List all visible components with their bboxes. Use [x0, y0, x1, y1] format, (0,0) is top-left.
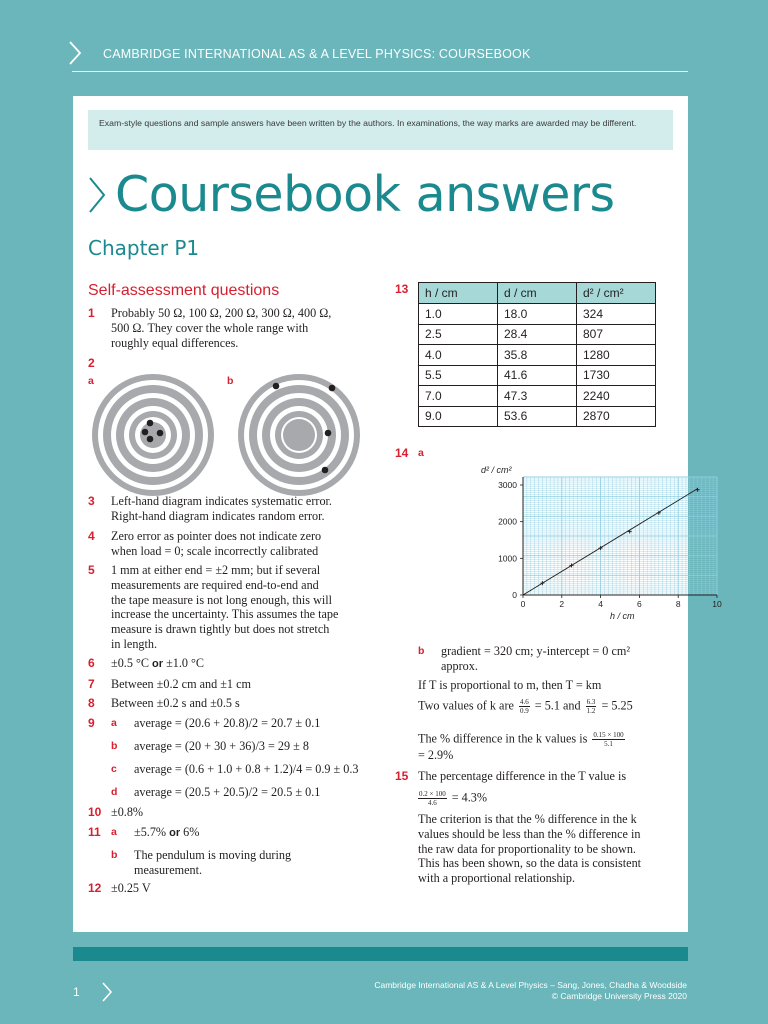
text-line: measurements are required end-to-end and — [111, 577, 319, 592]
table-row — [419, 324, 656, 345]
text-line: with a proportional relationship. — [418, 871, 576, 886]
q2-number: 2 — [88, 356, 95, 370]
q2a-letter: a — [88, 375, 94, 387]
shot-dot — [322, 467, 329, 474]
y-axis-label: d² / cm² — [481, 465, 512, 475]
q3-number: 3 — [88, 494, 95, 508]
table-row — [419, 406, 656, 427]
text-line: when load = 0; scale incorrectly calibrated — [111, 543, 319, 558]
table-row — [419, 304, 656, 325]
table-cell: 324 — [577, 304, 656, 325]
y-tick-label: 1000 — [498, 553, 517, 564]
table-cell: 2.5 — [419, 324, 498, 345]
q2b-letter: b — [227, 375, 234, 387]
fraction — [418, 790, 447, 807]
q9c-letter: c — [111, 763, 117, 775]
x-tick-label: 0 — [520, 599, 526, 609]
exam-note: Exam-style questions and sample answers have been written by the authors. In examinations, the way marks are awarded may be different. — [88, 110, 673, 150]
k-difference-result: = 2.9% — [418, 748, 454, 762]
q7-number: 7 — [88, 677, 95, 691]
text-line: gradient = 320 cm; y-intercept = 0 cm² — [441, 644, 630, 658]
shot-dot — [329, 385, 336, 392]
y-tick-label: 3000 — [498, 480, 517, 490]
q5-number: 5 — [88, 563, 95, 577]
q9-number: 9 — [88, 716, 95, 730]
q8-answer: Between ±0.2 s and ±0.5 s — [111, 696, 240, 710]
chart-marks — [523, 488, 700, 595]
q15-intro: The percentage difference in the T value is — [418, 769, 627, 783]
data-table — [418, 282, 656, 427]
q6-number: 6 — [88, 656, 95, 670]
q12-answer: ±0.25 V — [111, 881, 151, 895]
q11a-value: ±5.7% — [134, 825, 170, 839]
q9b-letter: b — [111, 740, 118, 752]
q6-value-a: ±0.5 °C — [111, 656, 153, 670]
q9d-answer: average = (20.5 + 20.5)/2 = 20.5 ± 0.1 — [134, 785, 321, 799]
text-line: 500 Ω. They cover the whole range with — [111, 320, 309, 335]
footer-line: © Cambridge University Press 2020 — [551, 991, 687, 1001]
table-cell: 1280 — [577, 345, 656, 366]
target-diagram-systematic — [91, 373, 215, 497]
denominator: 4.6 — [427, 799, 437, 807]
text-line: Zero error as pointer does not indicate zero — [111, 529, 322, 543]
x-tick-label: 6 — [637, 599, 642, 609]
q15-number: 15 — [395, 769, 409, 783]
q4-number: 4 — [88, 529, 95, 543]
text-line: Left-hand diagram indicates systematic error. — [111, 494, 332, 508]
text-line: The criterion is that the % difference in the k — [418, 812, 637, 826]
fraction — [519, 698, 530, 715]
table-header-row — [419, 283, 656, 304]
numerator: 6.3 — [586, 698, 596, 706]
shot-dot — [273, 383, 280, 390]
q10-answer: ±0.8% — [111, 805, 144, 819]
q11b-letter: b — [111, 849, 118, 861]
numerator: 0.15 × 100 — [593, 731, 624, 739]
q9c-answer: average = (0.6 + 1.0 + 0.8 + 1.2)/4 = 0.9 ± 0.3 — [134, 762, 359, 776]
q9b-answer: average = (20 + 30 + 36)/3 = 29 ± 8 — [134, 739, 309, 753]
column-header: d² / cm² — [577, 283, 656, 304]
text-line: Probably 50 Ω, 100 Ω, 200 Ω, 300 Ω, 400 Ω, — [111, 306, 332, 320]
table-cell: 7.0 — [419, 386, 498, 407]
q15-result: = 4.3% — [451, 790, 488, 805]
text-line: 1 mm at either end = ±2 mm; but if several — [111, 563, 321, 577]
denominator: 5.1 — [604, 740, 613, 748]
table-row — [419, 345, 656, 366]
x-tick-label: 8 — [675, 599, 681, 609]
text-line: increase the uncertainty. This assumes the tape — [111, 607, 339, 622]
table-cell: 28.4 — [498, 324, 577, 345]
shot-dot — [157, 430, 164, 437]
q1-number: 1 — [88, 306, 95, 320]
k-values-line — [418, 698, 633, 715]
text-line: roughly equal differences. — [111, 335, 239, 350]
numerator: 4.6 — [519, 698, 529, 706]
page-sheet — [73, 96, 722, 932]
footer-bar — [73, 947, 688, 961]
chevron-right-icon — [87, 175, 107, 215]
q8-number: 8 — [88, 696, 95, 710]
q6-value-b: ±1.0 °C — [163, 656, 205, 670]
text-line: measure is drawn tightly but does not stretch — [111, 622, 330, 637]
q9d-letter: d — [111, 786, 118, 798]
q10-number: 10 — [88, 805, 102, 819]
data-point — [696, 488, 700, 492]
table-row — [419, 365, 656, 386]
table-cell: 47.3 — [498, 386, 577, 407]
table-cell: 1.0 — [419, 304, 498, 325]
column-header: d / cm — [498, 283, 577, 304]
page-title — [87, 166, 615, 223]
y-tick-label: 2000 — [498, 516, 517, 527]
header-divider — [72, 71, 688, 72]
q6-answer — [111, 656, 204, 672]
q3-answer — [111, 494, 332, 524]
text-line: approx. — [441, 658, 478, 673]
table-cell: 2870 — [577, 406, 656, 427]
q1-answer — [111, 306, 331, 350]
q4-answer — [111, 529, 321, 559]
k-values-text: Two values of k are — [418, 698, 514, 713]
table-cell: 18.0 — [498, 304, 577, 325]
q12-number: 12 — [88, 881, 102, 895]
q11a-value-2: 6% — [180, 825, 200, 839]
numerator: 0.2 × 100 — [419, 790, 446, 798]
k-values-text: = 5.25 — [601, 698, 633, 713]
column-header: h / cm — [419, 283, 498, 304]
or-word: or — [152, 658, 164, 670]
x-tick-label: 4 — [598, 599, 603, 609]
denominator: 1.2 — [586, 707, 596, 715]
x-tick-label: 2 — [559, 599, 565, 609]
k-difference-line — [418, 731, 627, 748]
text-line: This has been shown, so the data is consistent — [418, 856, 642, 871]
x-axis-label: h / cm — [610, 611, 635, 621]
section-heading: Self-assessment questions — [88, 282, 280, 299]
text-line: Right-hand diagram indicates random error. — [111, 508, 325, 523]
chevron-right-icon — [101, 981, 113, 1003]
q7-answer: Between ±0.2 cm and ±1 cm — [111, 677, 251, 691]
q9a-letter: a — [111, 717, 117, 729]
running-header-title: CAMBRIDGE INTERNATIONAL AS & A LEVEL PHYSICS: COURSEBOOK — [103, 47, 531, 61]
page-title-text: Coursebook answers — [115, 166, 615, 223]
q14b-letter: b — [418, 645, 425, 657]
running-header — [0, 0, 768, 74]
denominator: 0.9 — [519, 707, 529, 715]
shot-dot — [142, 429, 149, 436]
fraction — [586, 698, 597, 715]
q11b-answer — [134, 848, 291, 878]
fraction — [592, 731, 624, 748]
q14-number: 14 — [395, 446, 409, 460]
k-values-text: = 5.1 and — [534, 698, 581, 713]
q15-conclusion — [418, 812, 641, 886]
q11-number: 11 — [88, 825, 101, 839]
table-cell: 2240 — [577, 386, 656, 407]
q5-answer — [111, 563, 338, 652]
q9a-answer: average = (20.6 + 20.8)/2 = 20.7 ± 0.1 — [134, 716, 321, 730]
q13-number: 13 — [395, 282, 409, 296]
shot-dot — [147, 436, 154, 443]
q11a-answer — [134, 825, 199, 841]
page-number: 1 — [73, 985, 80, 999]
footer-credits — [374, 980, 687, 1002]
table-row — [419, 386, 656, 407]
chapter-heading: Chapter P1 — [88, 236, 200, 260]
table-cell: 1730 — [577, 365, 656, 386]
text-line: The pendulum is moving during — [134, 848, 292, 862]
q14a-letter: a — [418, 447, 424, 459]
scatter-chart — [403, 460, 722, 630]
table-cell: 9.0 — [419, 406, 498, 427]
table-cell: 41.6 — [498, 365, 577, 386]
y-tick-label: 0 — [512, 590, 517, 600]
or-word: or — [169, 827, 181, 839]
x-tick-label: 10 — [712, 599, 722, 609]
target-diagram-random — [237, 373, 361, 497]
text-line: measurement. — [134, 862, 203, 877]
table-cell: 35.8 — [498, 345, 577, 366]
text-line: values should be less than the % difference in — [418, 826, 641, 841]
table-cell: 4.0 — [419, 345, 498, 366]
chevron-right-icon — [68, 40, 82, 66]
footer-line: Cambridge International AS & A Level Physics – Sang, Jones, Chadha & Woodside — [374, 980, 687, 990]
text-line: in length. — [111, 636, 158, 651]
q14b-answer — [441, 644, 630, 674]
q15-calculation — [418, 790, 487, 807]
table-cell: 807 — [577, 324, 656, 345]
shot-dot — [325, 430, 332, 437]
k-difference-text: The % difference in the k values is — [418, 731, 588, 746]
q11a-letter: a — [111, 826, 117, 838]
table-cell: 53.6 — [498, 406, 577, 427]
table-cell: 5.5 — [419, 365, 498, 386]
text-line: the tape measure is not long enough, this will — [111, 592, 333, 607]
proportional-statement: If T is proportional to m, then T = km — [418, 678, 602, 692]
text-line: the raw data for proportionality to be shown. — [418, 841, 636, 856]
shot-dot — [147, 420, 154, 427]
